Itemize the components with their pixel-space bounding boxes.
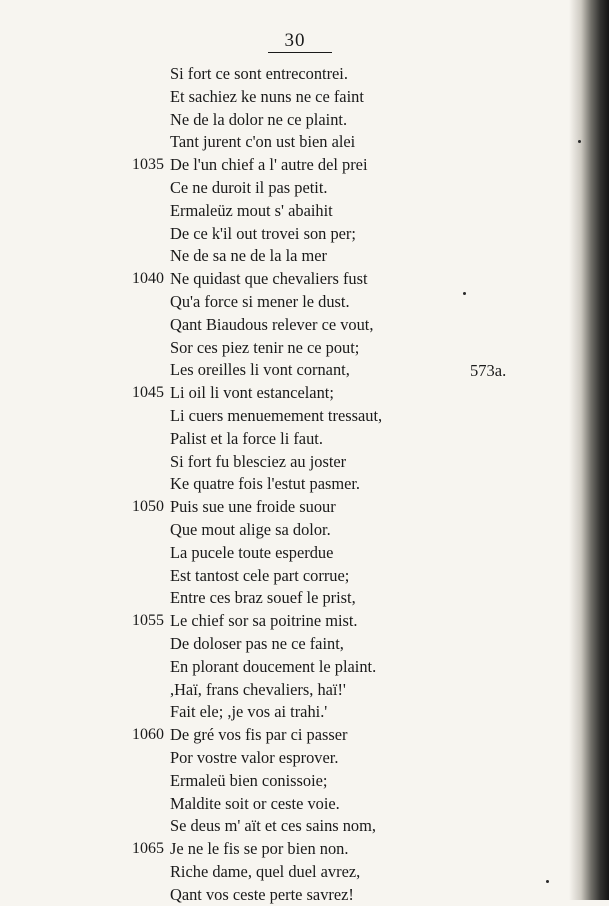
print-speck [578,140,581,143]
verse-text: Qant Biaudous relever ce vout, [170,314,374,334]
verse-text: Le chief sor sa poitrine mist. [170,611,358,631]
verse-text: Palist et la force li faut. [170,428,323,448]
verse-text: De l'un chief a l' autre del prei [170,155,368,175]
verse-text: Se deus m' aït et ces sains nom, [170,816,376,836]
verse-text: Sor ces piez tenir ne ce pout; [170,337,360,357]
verse-text: Ce ne duroit il pas petit. [170,177,328,197]
verse-line [0,587,560,610]
verse-text: Ne de sa ne de la la mer [170,246,327,266]
verse-line [0,109,560,132]
verse-text: Qant vos ceste perte savrez! [170,884,354,904]
verse-text: Si fort fu blesciez au joster [170,451,347,471]
verse-text: Ke quatre fois l'estut pasmer. [170,474,361,494]
verse-line [0,815,560,838]
verse-text: Qu'a force si mener le dust. [170,291,350,311]
verse-text: Fait ele; ,je vos ai trahi.' [170,702,328,722]
verse-text: De doloser pas ne ce faint, [170,633,344,653]
verse-text: Riche dame, quel duel avrez, [170,861,361,881]
verse-line [0,382,560,405]
verse-text: Entre ces braz souef le prist, [170,588,356,608]
verse-text: En plorant doucement le plaint. [170,656,377,676]
verse-line [0,565,560,588]
verse-text: Ne de la dolor ne ce plaint. [170,109,348,129]
verse-line [0,519,560,542]
verse-text: Les oreilles li vont cornant, [170,360,350,380]
verse-text: De gré vos fis par ci passer [170,725,348,745]
verse-line [0,473,560,496]
verse-text: Por vostre valor esprover. [170,747,339,767]
verse-line [0,177,560,200]
verse-line [0,245,560,268]
verse-line [0,861,560,884]
line-number: 1050 [132,498,164,516]
verse-line [0,656,560,679]
verse-line [0,701,560,724]
line-number: 1035 [132,156,164,174]
verse-line [0,86,560,109]
verse-line [0,633,560,656]
verse-line [0,154,560,177]
verse-line [0,747,560,770]
margin-reference: 573a. [470,361,507,380]
verse-text: Li oil li vont estancelant; [170,383,334,403]
line-number: 1065 [132,840,164,858]
verse-line [0,451,560,474]
print-speck [463,292,466,295]
verse-line [0,496,560,519]
verse-text: Li cuers menuemement tressaut, [170,405,383,425]
print-speck [546,880,549,883]
verse-line [0,63,560,86]
page-number-rule [268,52,332,53]
verse-line [0,428,560,451]
binding-shadow [569,0,609,900]
verse-line [0,291,560,314]
verse-line [0,610,560,633]
verse-text: ,Haï, frans chevaliers, haï!' [170,679,346,699]
verse-line [0,542,560,565]
verse-text: Puis sue une froide suour [170,497,336,517]
verse-text: Ermaleü bien conissoie; [170,770,328,790]
verse-line [0,405,560,428]
verse-text: Que mout alige sa dolor. [170,519,331,539]
poem-text [0,63,560,906]
line-number: 1055 [132,612,164,630]
verse-text: Et sachiez ke nuns ne ce faint [170,86,364,106]
verse-line [0,793,560,816]
verse-line [0,131,560,154]
line-number: 1040 [132,270,164,288]
verse-line [0,200,560,223]
verse-text: Ne quidast que chevaliers fust [170,269,368,289]
verse-text: Maldite soit or ceste voie. [170,793,340,813]
page-number: 30 [284,30,306,51]
line-number: 1045 [132,384,164,402]
line-number: 1060 [132,726,164,744]
verse-text: Ermaleüz mout s' abaihit [170,200,333,220]
verse-text: Est tantost cele part corrue; [170,565,350,585]
verse-line [0,337,560,360]
verse-line [0,268,560,291]
verse-line [0,724,560,747]
verse-text: Si fort ce sont entrecontrei. [170,64,348,83]
verse-line [0,679,560,702]
verse-text: Je ne le fis se por bien non. [170,839,349,859]
verse-line [0,770,560,793]
verse-line [0,884,560,906]
verse-line [0,838,560,861]
verse-line [0,314,560,337]
verse-text: La pucele toute esperdue [170,542,334,562]
verse-text: Tant jurent c'on ust bien alei [170,132,356,152]
verse-line [0,223,560,246]
verse-text: De ce k'il out trovei son per; [170,223,356,243]
